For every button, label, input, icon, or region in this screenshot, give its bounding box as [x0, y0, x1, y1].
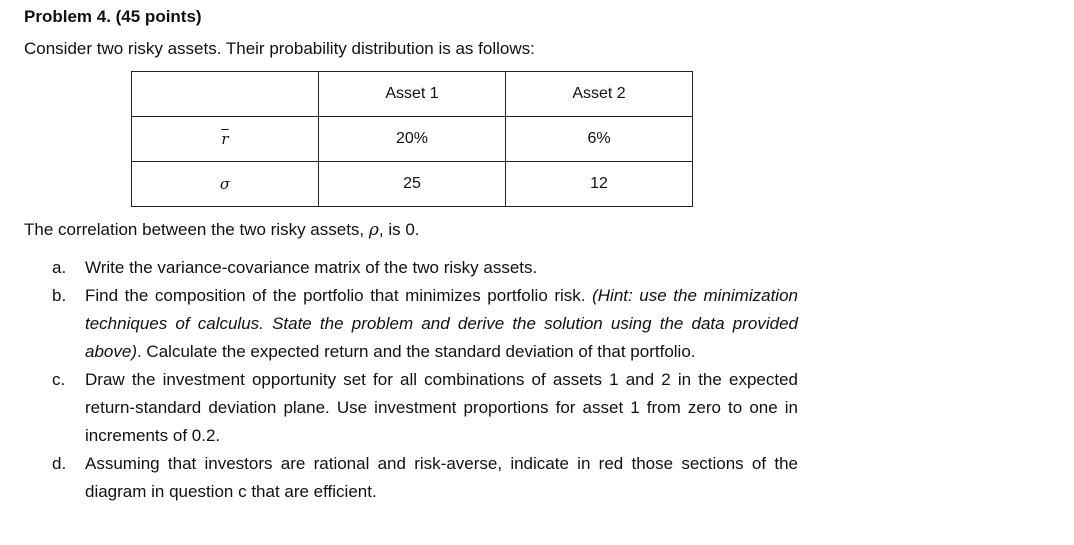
question-b-hint: (Hint: use the minimization techniques of calculus. State the problem and derive the solution using the data provided above) [85, 286, 798, 361]
question-marker: d. [52, 454, 67, 473]
question-text: Write the variance-covariance matrix of the two risky assets. [85, 258, 538, 277]
question-text: Draw the investment opportunity set for all combinations of assets 1 and 2 in the expected return-standard deviation plane. Use investment proportions for asset 1 from zero to one in increments of 0.2. [85, 370, 798, 445]
question-b-text-after: . Calculate the expected return and the standard deviation of that portfolio. [136, 342, 696, 361]
asset-2-standard-deviation: 12 [506, 162, 693, 207]
asset-2-expected-return: 6% [506, 117, 693, 162]
r-bar-symbol: $\overline{r}$ [221, 130, 229, 148]
question-b-text-before: Find the composition of the portfolio that minimizes portfolio risk. [85, 286, 593, 305]
sigma-symbol: σ [132, 162, 319, 207]
table-header-asset-1: Asset 1 [319, 72, 506, 117]
problem-title: Problem 4. (45 points) [24, 7, 202, 26]
asset-1-expected-return: 20% [319, 117, 506, 162]
question-marker: a. [52, 258, 67, 277]
asset-1-standard-deviation: 25 [319, 162, 506, 207]
expected-return-symbol [132, 117, 319, 162]
table-header-empty-cell [132, 72, 319, 117]
question-text: Assuming that investors are rational and risk-averse, indicate in red those sections of the diagram in question c that are efficient. [85, 454, 798, 501]
question-marker: b. [52, 286, 67, 305]
question-a [52, 254, 798, 282]
correlation-text-before: The correlation between the two risky assets, [24, 220, 369, 239]
table-header-row [132, 72, 693, 117]
problem-intro: Consider two risky assets. Their probability distribution is as follows: [24, 39, 535, 58]
correlation-text-after: , is 0. [378, 220, 420, 239]
question-text [85, 282, 798, 366]
table-header-asset-2: Asset 2 [506, 72, 693, 117]
question-b [52, 282, 798, 366]
question-marker: c. [52, 370, 66, 389]
table-row-expected-return [132, 117, 693, 162]
correlation-statement [24, 219, 420, 241]
question-d [52, 450, 798, 506]
table-row-standard-deviation [132, 162, 693, 207]
question-list [52, 254, 798, 506]
probability-distribution-table [131, 71, 693, 207]
rho-symbol: ρ [368, 220, 379, 240]
question-c [52, 366, 798, 450]
